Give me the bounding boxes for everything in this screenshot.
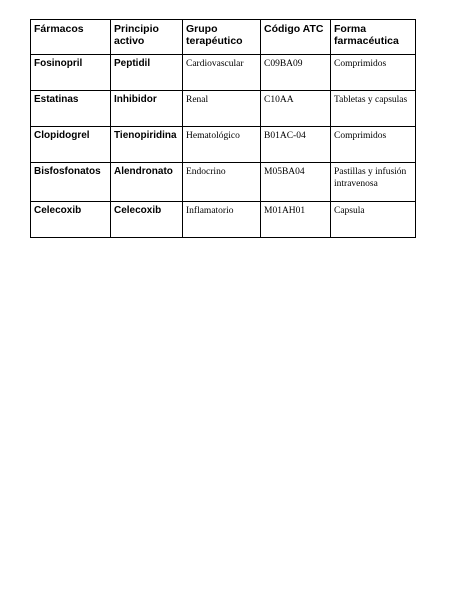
table-header-row	[31, 20, 416, 55]
cell-farmaco: Bisfosfonatos	[31, 163, 111, 202]
header-grupo-terapeutico: Grupo terapéutico	[183, 20, 261, 55]
table-row	[31, 163, 416, 202]
cell-grupo-terapeutico: Renal	[183, 91, 261, 127]
table-row	[31, 127, 416, 163]
cell-principio-activo: Tienopiridina	[111, 127, 183, 163]
cell-forma-farmaceutica: Tabletas y capsulas	[331, 91, 416, 127]
cell-codigo-atc: B01AC-04	[261, 127, 331, 163]
cell-grupo-terapeutico: Hematológico	[183, 127, 261, 163]
cell-principio-activo: Peptidil	[111, 55, 183, 91]
table-row	[31, 55, 416, 91]
table-row	[31, 202, 416, 238]
cell-grupo-terapeutico: Endocrino	[183, 163, 261, 202]
cell-codigo-atc: M01AH01	[261, 202, 331, 238]
cell-principio-activo: Alendronato	[111, 163, 183, 202]
header-principio-activo: Principio activo	[111, 20, 183, 55]
table-row	[31, 91, 416, 127]
cell-forma-farmaceutica: Capsula	[331, 202, 416, 238]
cell-codigo-atc: C10AA	[261, 91, 331, 127]
cell-farmaco: Celecoxib	[31, 202, 111, 238]
cell-forma-farmaceutica: Comprimidos	[331, 55, 416, 91]
cell-principio-activo: Inhibidor	[111, 91, 183, 127]
cell-codigo-atc: C09BA09	[261, 55, 331, 91]
cell-grupo-terapeutico: Inflamatorio	[183, 202, 261, 238]
header-codigo-atc: Código ATC	[261, 20, 331, 55]
cell-farmaco: Estatinas	[31, 91, 111, 127]
header-forma-farmaceutica: Forma farmacéutica	[331, 20, 416, 55]
cell-grupo-terapeutico: Cardiovascular	[183, 55, 261, 91]
drug-table	[30, 19, 416, 238]
cell-forma-farmaceutica: Pastillas y infusión intravenosa	[331, 163, 416, 202]
cell-codigo-atc: M05BA04	[261, 163, 331, 202]
header-farmacos: Fármacos	[31, 20, 111, 55]
cell-forma-farmaceutica: Comprimidos	[331, 127, 416, 163]
cell-farmaco: Clopidogrel	[31, 127, 111, 163]
cell-principio-activo: Celecoxib	[111, 202, 183, 238]
cell-farmaco: Fosinopril	[31, 55, 111, 91]
